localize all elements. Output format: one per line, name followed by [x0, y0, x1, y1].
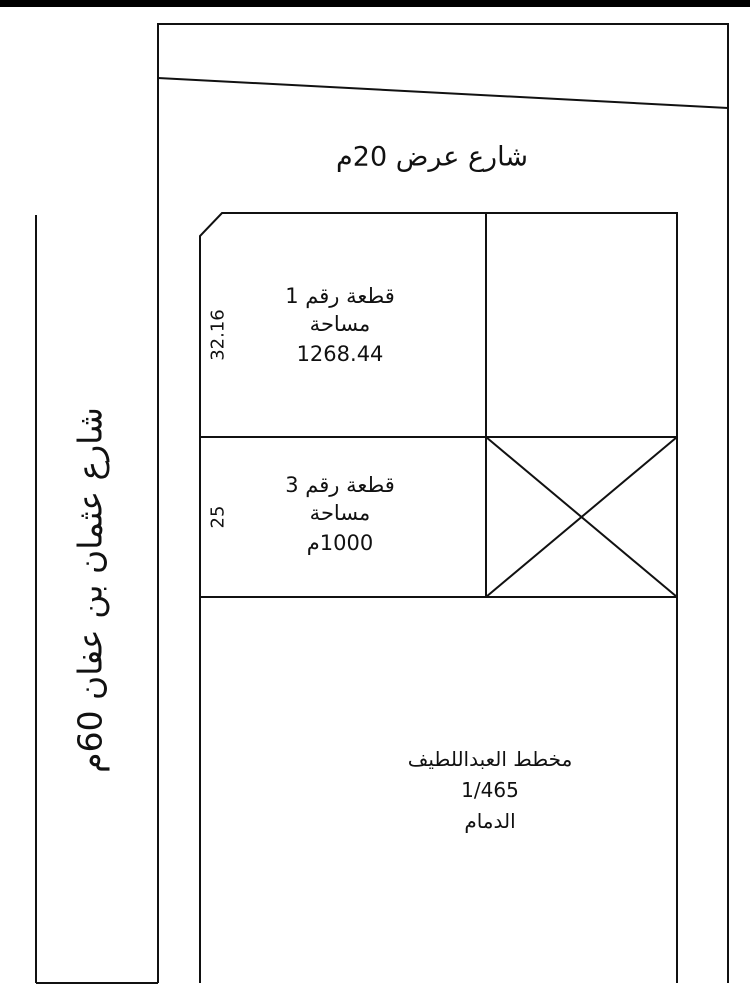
- plot-1-label: [285, 282, 395, 368]
- plot-1-area-value: 1268.44: [296, 342, 384, 366]
- plot-1-area-label: مساحة: [309, 312, 371, 336]
- plot-3-label: [285, 471, 395, 557]
- subdivision-city: الدمام: [464, 809, 516, 833]
- plot-1-side-dimension: 32.16: [207, 309, 229, 361]
- left-street-label: شارع عثمان بن عفان 60م: [70, 407, 110, 773]
- subdivision-number: 1/465: [461, 778, 519, 802]
- plot-3-area-value: 1000م: [306, 531, 374, 555]
- plot-1-title: قطعة رقم 1: [285, 284, 395, 308]
- subdivision-name: مخطط العبداللطيف: [407, 747, 573, 771]
- plot-3-area-label: مساحة: [309, 501, 371, 525]
- plot-3-title: قطعة رقم 3: [285, 473, 395, 497]
- street-edge-line: [158, 78, 728, 108]
- subdivision-label: [408, 744, 573, 837]
- plot-3-side-dimension: 25: [207, 505, 229, 529]
- top-street-label: شارع عرض 20م: [336, 141, 528, 173]
